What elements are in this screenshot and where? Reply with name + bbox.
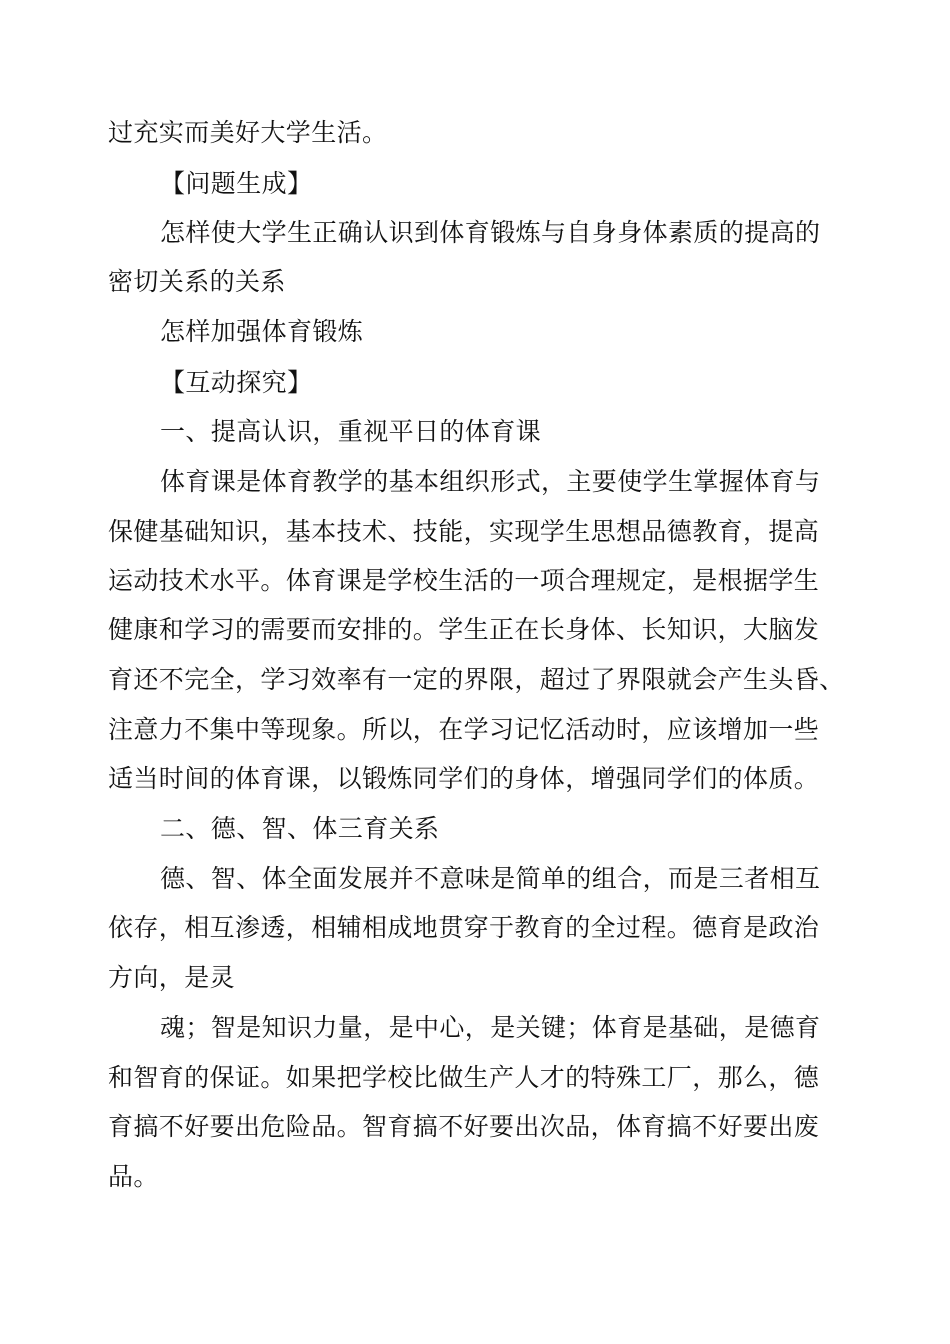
text-line: 过充实而美好大学生活。: [108, 118, 388, 147]
text-line: 育搞不好要出危险品。智育搞不好要出次品，体育搞不好要出废: [108, 1112, 820, 1141]
text-line: 适当时间的体育课，以锻炼同学们的身体，增强同学们的体质。: [108, 764, 820, 793]
text-line: 体育课是体育教学的基本组织形式，主要使学生掌握体育与: [160, 467, 821, 496]
text-line: 怎样使大学生正确认识到体育锻炼与自身身体素质的提高的: [160, 218, 821, 247]
text-line: 怎样加强体育锻炼: [160, 317, 364, 346]
text-line: 健康和学习的需要而安排的。学生正在长身体、长知识，大脑发: [108, 615, 820, 644]
text-line: 注意力不集中等现象。所以，在学习记忆活动时，应该增加一些: [108, 715, 820, 744]
text-line: 运动技术水平。体育课是学校生活的一项合理规定，是根据学生: [108, 566, 820, 595]
text-line: 密切关系的关系: [108, 267, 286, 296]
text-line: 品。: [108, 1162, 159, 1191]
text-line: 德、智、体全面发展并不意味是简单的组合，而是三者相互: [160, 864, 821, 893]
text-line: 和智育的保证。如果把学校比做生产人才的特殊工厂，那么，德: [108, 1063, 820, 1092]
subheading: 一、提高认识，重视平日的体育课: [160, 417, 542, 446]
text-line: 魂；智是知识力量，是中心，是关键；体育是基础，是德育: [160, 1013, 821, 1042]
text-line: 育还不完全，学习效率有一定的界限，超过了界限就会产生头昏、: [108, 665, 845, 694]
text-line: 方向，是灵: [108, 963, 236, 992]
section-heading: 【问题生成】: [160, 169, 313, 198]
section-heading: 【互动探究】: [160, 368, 313, 397]
subheading: 二、德、智、体三育关系: [160, 814, 440, 843]
text-line: 保健基础知识，基本技术、技能，实现学生思想品德教育，提高: [108, 517, 820, 546]
text-line: 依存，相互渗透，相辅相成地贯穿于教育的全过程。德育是政治: [108, 913, 820, 942]
